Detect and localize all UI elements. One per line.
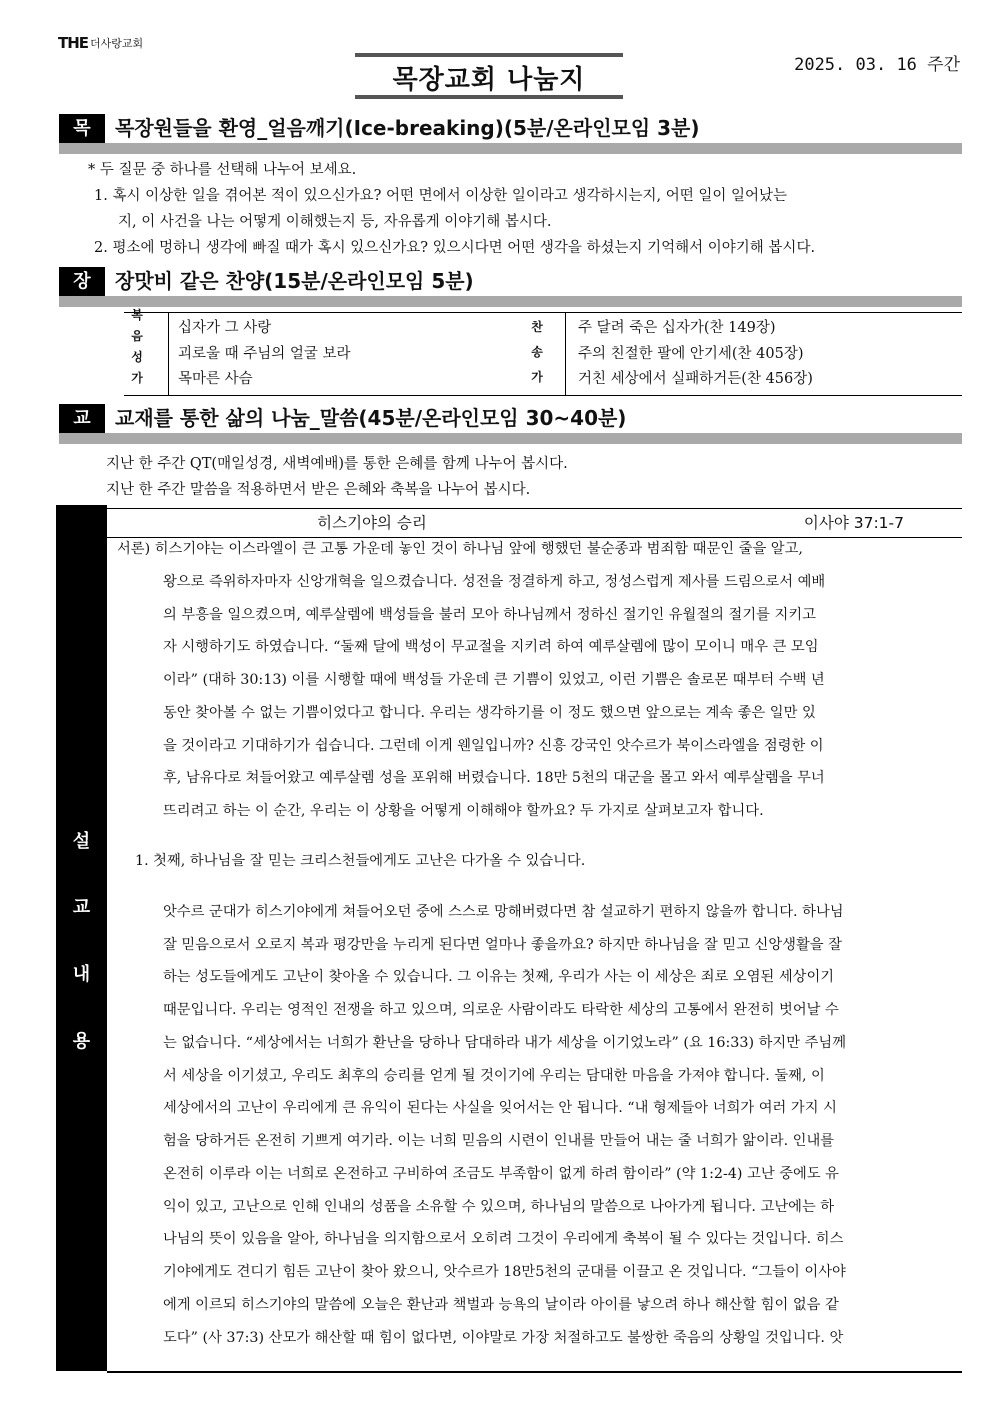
intro-line: 이라” (대하 30:13) 이를 시행할 때에 백성들 가운데 큰 기쁨이 있었고, 이런 기쁨은 솔로몬 때부터 수백 년 (163, 672, 825, 688)
body-line: 나님의 뜻이 있음을 알아, 하나님을 의지함으로서 오히려 그것이 우리에게 축복이 될 수 있다는 것입니다. 히스 (163, 1231, 844, 1247)
section-badge: 목 (59, 114, 105, 143)
body-line: 앗수르 군대가 히스기야에게 쳐들어오던 중에 스스로 망해버렸다면 참 설교하기 편하지 않을까 합니다. 하나님 (163, 904, 844, 920)
gospel-song: 괴로울 때 주님의 얼굴 보라 (178, 346, 351, 362)
hymn-label-char: 찬 (531, 320, 543, 334)
church-logo (58, 34, 143, 52)
section-welcome-header (59, 114, 962, 154)
gospel-label-char: 가 (131, 371, 143, 385)
body-line: 온전히 이루라 이는 너희로 온전하고 구비하여 조금도 부족함이 없게 하려 함이라” (약 1:2-4) 고난 중에도 유 (163, 1166, 839, 1182)
point-heading: 1. 첫째, 하나님을 잘 믿는 크리스천들에게도 고난은 다가올 수 있습니다. (135, 853, 586, 869)
table-divider (565, 313, 566, 395)
intro-line: 의 부흥을 일으켰으며, 예루살렘에 백성들을 불러 모아 하나님께서 정하신 절기인 유월절의 절기를 지키고 (163, 607, 816, 623)
sharing-line: 지난 한 주간 QT(매일성경, 새벽예배)를 통한 은혜를 함께 나누어 봅시다. (106, 456, 568, 472)
sermon-label-char: 용 (72, 1031, 91, 1052)
intro-line: 뜨리려고 하는 이 순간, 우리는 이 상황을 어떻게 이해해야 할까요? 두 가지로 살펴보고자 합니다. (163, 803, 764, 819)
body-line: 서 세상을 이기셨고, 우리도 최후의 승리를 얻게 될 것이기에 우리는 담대한 마음을 가져야 합니다. 둘째, 이 (163, 1068, 825, 1084)
body-line: 도다” (사 37:3) 산모가 해산할 때 힘이 없다면, 이야말로 가장 처절하고도 불쌍한 죽음의 상황일 것입니다. 앗 (163, 1330, 844, 1346)
section-heading: 장맛비 같은 찬양(15분/온라인모임 5분) (115, 269, 474, 293)
hymn-song: 주 달려 죽은 십자가(찬 149장) (578, 320, 776, 336)
body-line: 에게 이르되 히스기야의 말씀에 오늘은 환난과 책벌과 능욕의 날이라 아이를 낳으려 하나 해산할 힘이 없음 같 (163, 1297, 839, 1313)
title-box (355, 53, 623, 99)
hymn-song: 거친 세상에서 실패하거든(찬 456장) (578, 371, 813, 387)
section-heading: 교재를 통한 삶의 나눔_말씀(45분/온라인모임 30~40분) (115, 406, 627, 430)
body-line: 세상에서의 고난이 우리에게 큰 유익이 된다는 사실을 잊어서는 안 됩니다. “내 형제들아 너희가 여러 가지 시 (163, 1100, 837, 1116)
sermon-body (107, 536, 962, 1373)
sermon-label-char: 내 (72, 964, 91, 985)
body-line: 는 없습니다. “세상에서는 너희가 환난을 당하나 담대하라 내가 세상을 이기었노라” (요 16:33) 하지만 주님께 (163, 1035, 847, 1051)
instruction-line: * 두 질문 중 하나를 선택해 나누어 보세요. (88, 162, 357, 178)
hymn-song: 주의 친절한 팔에 안기세(찬 405장) (578, 346, 804, 362)
intro-line: 왕으로 즉위하자마자 신앙개혁을 일으켰습니다. 성전을 정결하게 하고, 정성스럽게 제사를 드림으로서 예배 (163, 574, 826, 590)
sermon-reference: 이사야 37:1-7 (803, 514, 904, 532)
section-divider (59, 143, 962, 154)
body-line: 험을 당하거든 온전히 기쁘게 여기라. 이는 너희 믿음의 시련이 인내를 만들어 내는 줄 너희가 앎이라. 인내를 (163, 1133, 835, 1149)
intro-line: 자 시행하기도 하였습니다. “둘째 달에 백성이 무교절을 지키려 하여 예루살렘에 많이 모이니 매우 큰 모임 (163, 639, 819, 655)
section-divider (59, 296, 962, 307)
sermon-side-label (56, 505, 107, 1371)
gospel-label-char: 복 (131, 308, 143, 322)
gospel-song: 십자가 그 사랑 (178, 320, 272, 336)
section-sharing-header (59, 404, 962, 444)
hymn-table (124, 308, 962, 396)
intro-line: 을 것이라고 기대하기가 쉽습니다. 그런데 이게 웬일입니까? 신흥 강국인 앗수르가 북이스라엘을 점령한 이 (163, 738, 824, 754)
logo-text: 더사랑교회 (90, 37, 144, 50)
logo-mark: THE (58, 34, 89, 52)
body-line: 잘 믿음으로서 오로지 복과 평강만을 누리게 된다면 얼마나 좋을까요? 하지만 하나님을 잘 믿고 신앙생활을 잘 (163, 937, 842, 953)
title-rule-top (355, 53, 623, 57)
section-praise-header (59, 267, 962, 307)
sermon-header (107, 508, 962, 538)
sharing-line: 지난 한 주간 말씀을 적용하면서 받은 은혜와 축복을 나누어 봅시다. (106, 482, 531, 498)
gospel-label-char: 성 (131, 350, 143, 364)
intro-line: 후, 남유다로 쳐들어왔고 예루살렘 성을 포위해 버렸습니다. 18만 5천의 대군을 몰고 와서 예루살렘을 무너 (163, 770, 825, 786)
sermon-title: 히스기야의 승리 (317, 514, 427, 532)
question-1-cont: 지, 이 사건을 나는 어떻게 이해했는지 등, 자유롭게 이야기해 봅시다. (118, 214, 552, 230)
gospel-song: 목마른 사슴 (178, 371, 253, 387)
sermon-label-char: 교 (72, 897, 91, 918)
intro-line: 동안 찾아볼 수 없는 기쁨이었다고 합니다. 우리는 생각하기를 이 정도 했으면 앞으로는 계속 좋은 일만 있 (163, 705, 816, 721)
week-date: 2025. 03. 16 주간 (794, 55, 960, 75)
hymn-label-char: 가 (531, 370, 543, 384)
title-rule-bottom (355, 95, 623, 99)
intro-line: 서론) 히스기야는 이스라엘이 큰 고통 가운데 놓인 것이 하나님 앞에 행했던 불순종과 범죄함 때문인 줄을 알고, (117, 541, 803, 557)
gospel-label-char: 음 (131, 329, 143, 343)
page-title: 목장교회 나눔지 (392, 65, 586, 95)
section-badge: 장 (59, 267, 105, 296)
body-line: 때문입니다. 우리는 영적인 전쟁을 하고 있으며, 의로운 사람이라도 타락한 세상의 고통에서 완전히 벗어날 수 (163, 1002, 839, 1018)
question-2: 2. 평소에 멍하니 생각에 빠질 때가 혹시 있으신가요? 있으시다면 어떤 생각을 하셨는지 기억해서 이야기해 봅시다. (94, 240, 816, 256)
body-line: 하는 성도들에게도 고난이 찾아올 수 있습니다. 그 이유는 첫째, 우리가 사는 이 세상은 죄로 오염된 세상이기 (163, 969, 835, 985)
table-divider (168, 313, 169, 395)
section-divider (59, 433, 962, 444)
section-heading: 목장원들을 환영_얼음깨기(Ice-breaking)(5분/온라인모임 3분) (115, 116, 700, 140)
sermon-label-char: 설 (72, 831, 91, 852)
section-badge: 교 (59, 404, 105, 433)
hymn-label-char: 송 (531, 345, 543, 359)
body-line: 기야에게도 견디기 힘든 고난이 찾아 왔으니, 앗수르가 18만5천의 군대를 이끌고 온 것입니다. “그들이 이사야 (163, 1264, 846, 1280)
question-1: 1. 혹시 이상한 일을 겪어본 적이 있으신가요? 어떤 면에서 이상한 일이라고 생각하시는지, 어떤 일이 일어났는 (94, 188, 788, 204)
body-line: 익이 있고, 고난으로 인해 인내의 성품을 소유할 수 있으며, 하나님의 말씀으로 나아가게 됩니다. 고난에는 하 (163, 1199, 835, 1215)
